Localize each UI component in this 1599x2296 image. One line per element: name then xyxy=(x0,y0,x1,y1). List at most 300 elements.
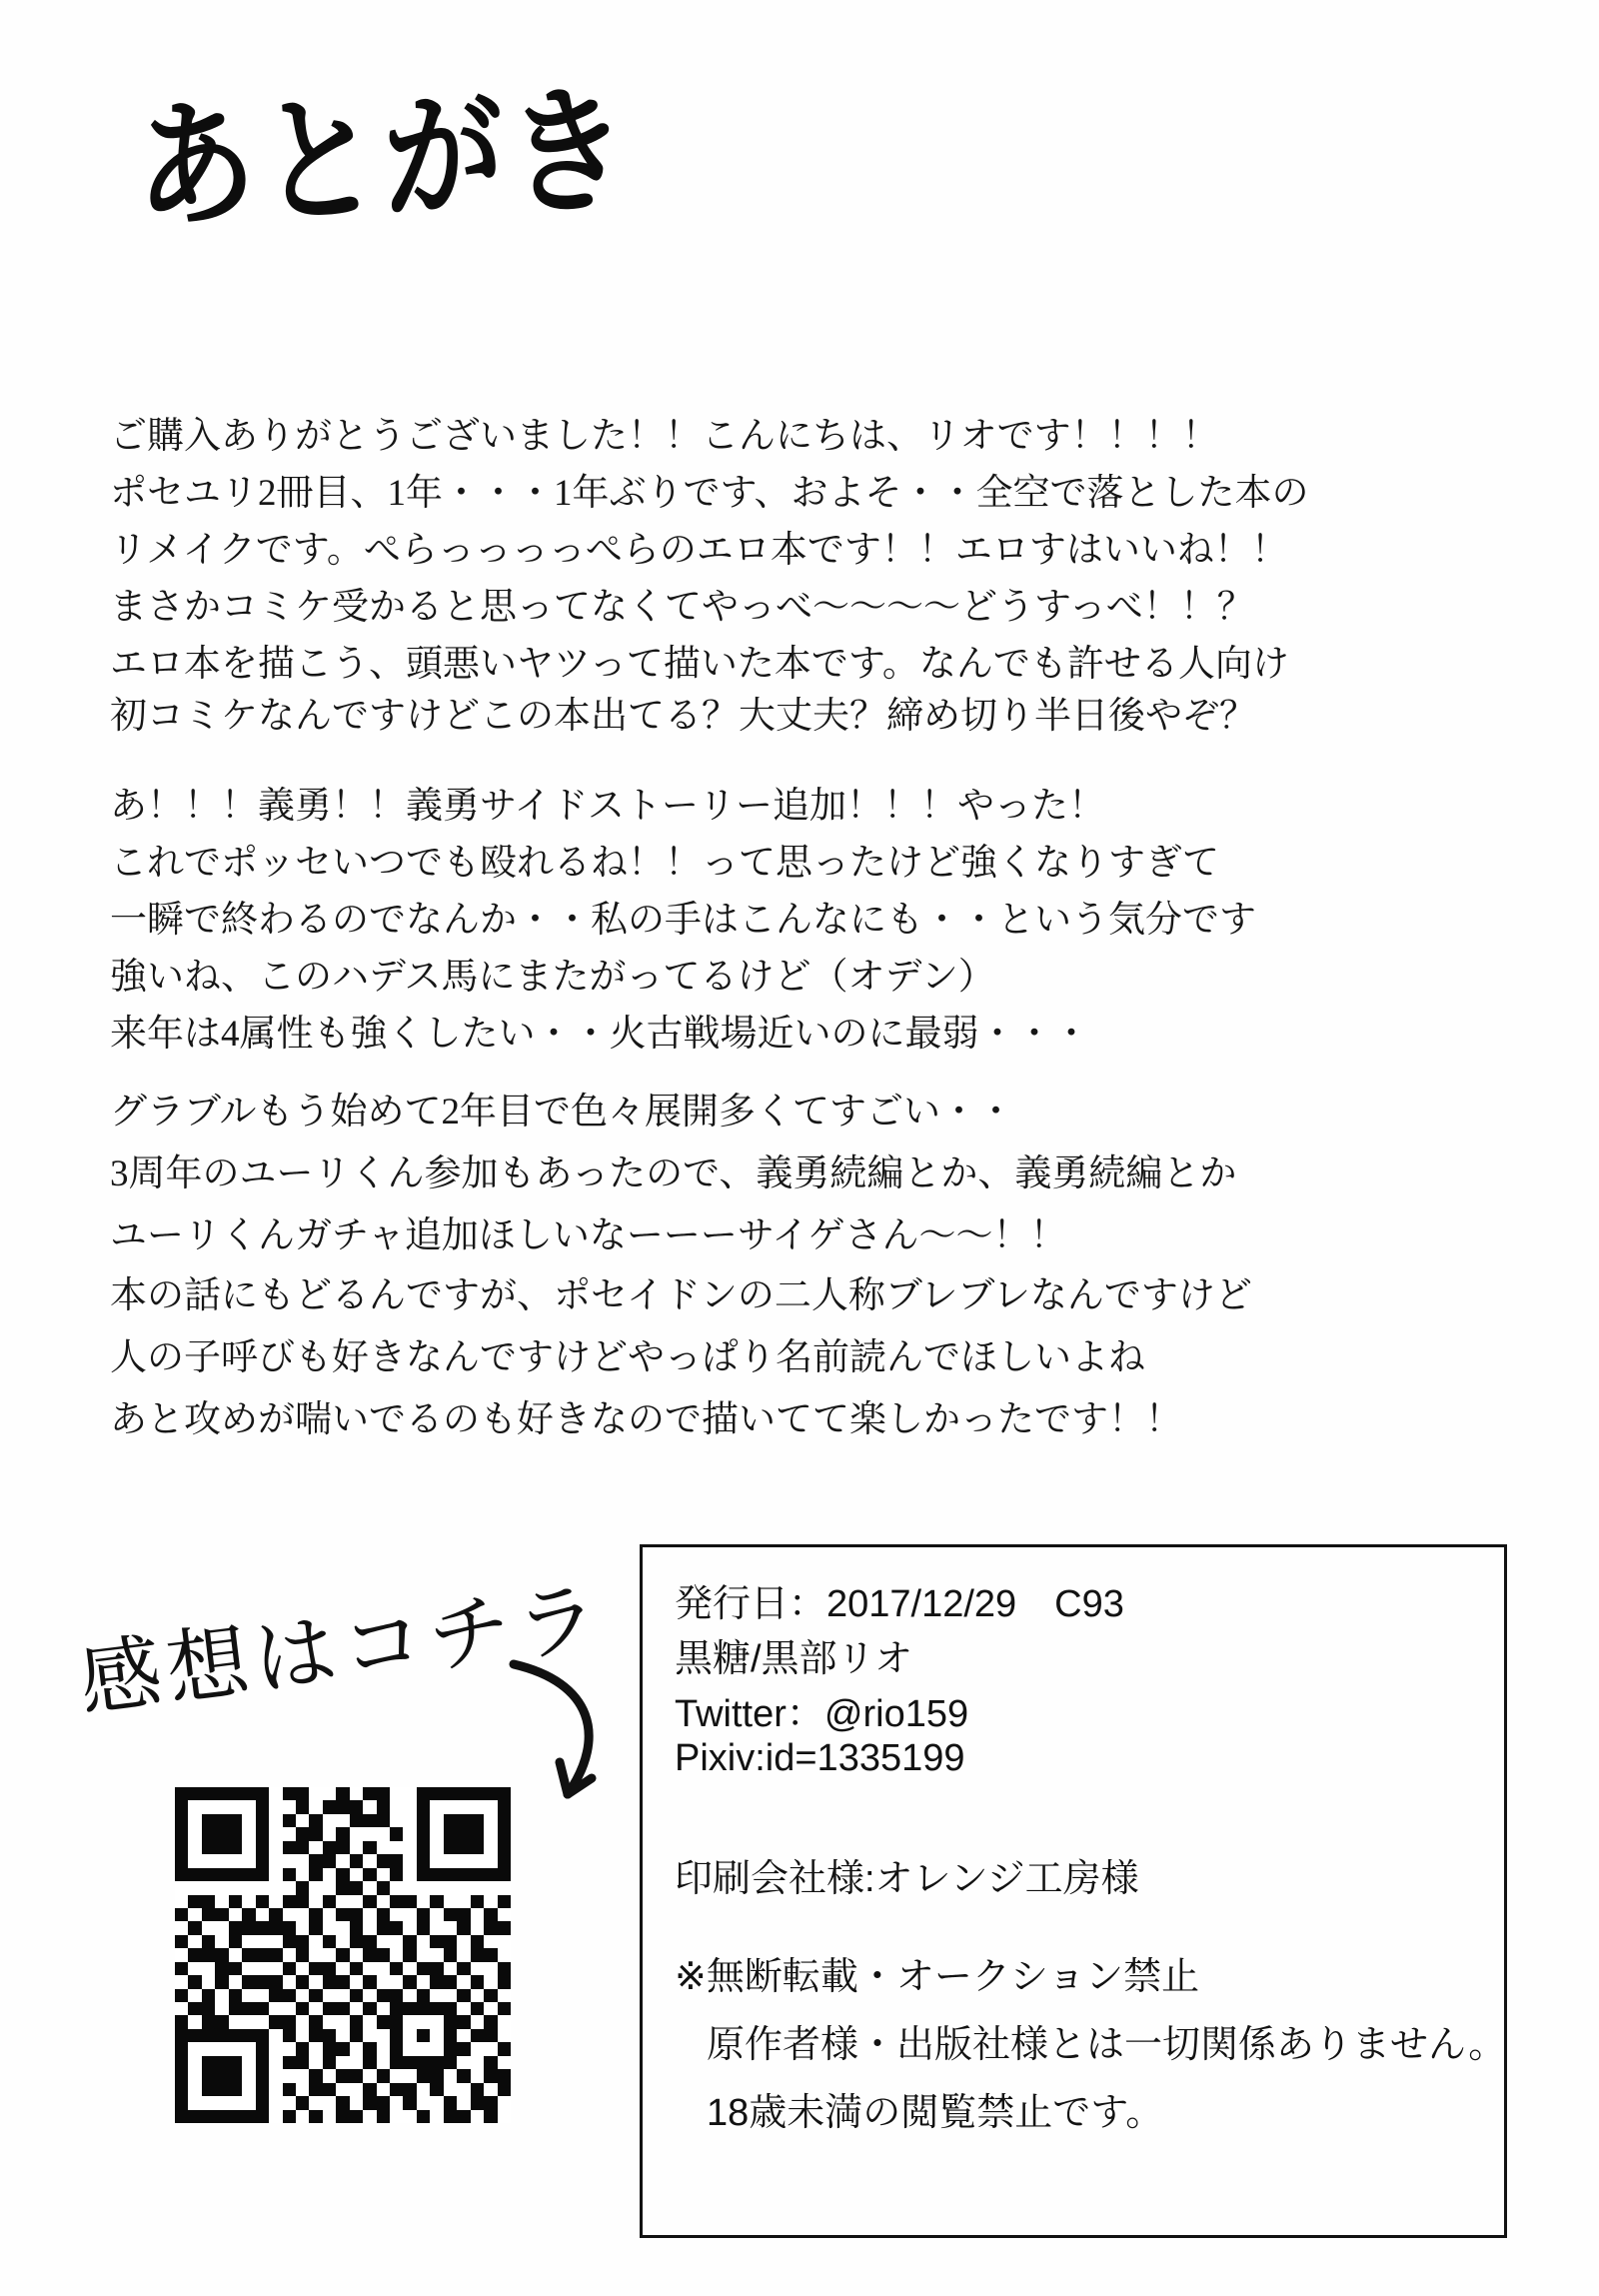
qr-module xyxy=(484,1881,497,1894)
afterword-line: 本の話にもどるんですが、ポセイドンの二人称ブレブレなんですけど xyxy=(110,1275,1252,1316)
qr-module xyxy=(363,1948,376,1961)
arrow-down-left-icon xyxy=(492,1654,622,1819)
qr-module xyxy=(283,2056,296,2069)
qr-module xyxy=(229,1962,242,1975)
qr-module xyxy=(457,1962,470,1975)
qr-module xyxy=(350,1975,363,1988)
qr-module xyxy=(242,1935,255,1948)
qr-module xyxy=(350,2096,363,2109)
qr-module xyxy=(498,2110,511,2123)
qr-module xyxy=(498,1921,511,1934)
qr-module xyxy=(390,1935,403,1948)
qr-module xyxy=(242,2015,255,2028)
qr-module xyxy=(336,1881,349,1894)
qr-module xyxy=(215,1989,228,2002)
qr-module xyxy=(430,1827,443,1840)
qr-module xyxy=(336,2056,349,2069)
qr-module xyxy=(363,1908,376,1921)
qr-module xyxy=(484,2056,497,2069)
qr-module xyxy=(457,1854,470,1867)
qr-module xyxy=(390,1881,403,1894)
qr-module xyxy=(309,1800,322,1813)
afterword-line: 一瞬で終わるのでなんか・・私の手はこんなにも・・という気分です xyxy=(110,900,1256,941)
qr-module xyxy=(175,1800,188,1813)
qr-module xyxy=(444,1814,457,1827)
qr-module xyxy=(242,2056,255,2069)
qr-module xyxy=(336,1868,349,1881)
qr-module xyxy=(457,1841,470,1854)
qr-module xyxy=(471,1935,484,1948)
qr-module xyxy=(283,1854,296,1867)
qr-module xyxy=(242,1868,255,1881)
qr-module xyxy=(296,1881,309,1894)
qr-module xyxy=(296,2029,309,2042)
qr-module xyxy=(269,1854,282,1867)
qr-module xyxy=(498,1989,511,2002)
qr-module xyxy=(444,2042,457,2055)
qr-module xyxy=(350,1962,363,1975)
qr-module xyxy=(498,2029,511,2042)
qr-module xyxy=(323,2083,336,2096)
qr-module xyxy=(336,2042,349,2055)
qr-module xyxy=(269,1935,282,1948)
qr-module xyxy=(471,1827,484,1840)
qr-module xyxy=(269,2029,282,2042)
qr-module xyxy=(403,2096,416,2109)
qr-module xyxy=(498,1975,511,1988)
qr-module xyxy=(269,1800,282,1813)
qr-module xyxy=(403,1975,416,1988)
qr-module xyxy=(457,2042,470,2055)
qr-module xyxy=(229,1908,242,1921)
qr-module xyxy=(175,1975,188,1988)
qr-module xyxy=(390,1908,403,1921)
qr-module xyxy=(444,2083,457,2096)
qr-module xyxy=(188,1908,201,1921)
qr-module xyxy=(309,2002,322,2015)
qr-module xyxy=(444,1975,457,1988)
qr-module xyxy=(256,2002,269,2015)
qr-module xyxy=(296,2002,309,2015)
qr-module xyxy=(471,1962,484,1975)
qr-module xyxy=(390,1800,403,1813)
qr-module xyxy=(283,2069,296,2082)
qr-module xyxy=(309,1841,322,1854)
qr-module xyxy=(363,1800,376,1813)
qr-module xyxy=(444,1800,457,1813)
qr-module xyxy=(403,2083,416,2096)
qr-module xyxy=(202,1895,215,1908)
qr-module xyxy=(403,1908,416,1921)
qr-module xyxy=(377,1935,390,1948)
qr-module xyxy=(242,1854,255,1867)
qr-module xyxy=(296,2056,309,2069)
qr-module xyxy=(430,2029,443,2042)
notice-line-3: 18歳未満の閲覧禁止です。 xyxy=(707,2092,1164,2134)
qr-module xyxy=(498,1962,511,1975)
qr-module xyxy=(417,2110,430,2123)
qr-module xyxy=(323,2096,336,2109)
afterword-paragraph-4 xyxy=(110,1082,1236,1267)
qr-module xyxy=(484,2042,497,2055)
qr-module xyxy=(256,1827,269,1840)
qr-module xyxy=(175,1868,188,1881)
qr-module xyxy=(417,2015,430,2028)
qr-module xyxy=(484,1921,497,1934)
qr-module xyxy=(202,2083,215,2096)
qr-module xyxy=(430,1935,443,1948)
qr-module xyxy=(390,1868,403,1881)
qr-module xyxy=(484,1814,497,1827)
qr-module xyxy=(202,2069,215,2082)
qr-module xyxy=(215,2002,228,2015)
qr-module xyxy=(229,1800,242,1813)
qr-module xyxy=(269,2110,282,2123)
qr-module xyxy=(444,1948,457,1961)
qr-module xyxy=(417,1975,430,1988)
qr-module xyxy=(229,2083,242,2096)
qr-module xyxy=(350,1787,363,1800)
page-title: あとがき xyxy=(133,71,635,249)
qr-module xyxy=(471,1975,484,1988)
qr-module xyxy=(457,2069,470,2082)
qr-module xyxy=(417,2069,430,2082)
qr-module xyxy=(484,1935,497,1948)
qr-module xyxy=(390,1989,403,2002)
qr-module xyxy=(202,1841,215,1854)
qr-module xyxy=(377,1921,390,1934)
qr-module xyxy=(417,2083,430,2096)
qr-module xyxy=(215,1827,228,1840)
qr-module xyxy=(309,1854,322,1867)
qr-module xyxy=(444,1854,457,1867)
qr-module xyxy=(471,2042,484,2055)
qr-module xyxy=(417,1800,430,1813)
qr-module xyxy=(363,1895,376,1908)
feedback-note: 感想はコチラ xyxy=(74,1570,610,1730)
qr-module xyxy=(283,1800,296,1813)
qr-module xyxy=(350,1989,363,2002)
qr-module xyxy=(309,2110,322,2123)
pixiv-line: Pixiv:id=1335199 xyxy=(675,1737,965,1779)
qr-module xyxy=(309,2015,322,2028)
qr-module xyxy=(256,1962,269,1975)
qr-module xyxy=(229,2002,242,2015)
qr-module xyxy=(457,1868,470,1881)
qr-module xyxy=(242,1975,255,1988)
qr-module xyxy=(498,2069,511,2082)
qr-module xyxy=(390,2056,403,2069)
afterword-line: 人の子呼びも好きなんですけどやっぱり名前読んでほしいよね xyxy=(110,1337,1145,1378)
qr-module xyxy=(377,1787,390,1800)
qr-module xyxy=(215,2029,228,2042)
qr-module xyxy=(484,1827,497,1840)
qr-module xyxy=(309,1962,322,1975)
qr-module xyxy=(175,1814,188,1827)
qr-module xyxy=(430,2110,443,2123)
qr-module xyxy=(283,2096,296,2109)
qr-module xyxy=(471,1908,484,1921)
qr-module xyxy=(309,2083,322,2096)
qr-module xyxy=(444,1921,457,1934)
qr-module xyxy=(350,1868,363,1881)
qr-module xyxy=(363,2042,376,2055)
qr-module xyxy=(457,1881,470,1894)
afterword-line: 来年は4属性も強くしたい・・火古戦場近いのに最弱・・・ xyxy=(110,1014,1090,1055)
qr-module xyxy=(350,2083,363,2096)
qr-module xyxy=(323,1841,336,1854)
qr-module xyxy=(202,2110,215,2123)
qr-module xyxy=(283,2083,296,2096)
qr-module xyxy=(498,1800,511,1813)
qr-module xyxy=(175,2069,188,2082)
qr-module xyxy=(283,1948,296,1961)
qr-module xyxy=(323,1962,336,1975)
qr-module xyxy=(430,1881,443,1894)
qr-module xyxy=(188,1854,201,1867)
qr-module xyxy=(175,1895,188,1908)
qr-module xyxy=(242,1989,255,2002)
qr-module xyxy=(363,2015,376,2028)
qr-module xyxy=(188,2083,201,2096)
qr-module xyxy=(498,1868,511,1881)
qr-module xyxy=(403,2015,416,2028)
qr-module xyxy=(403,2002,416,2015)
qr-module xyxy=(444,2096,457,2109)
qr-module xyxy=(215,1881,228,1894)
qr-module xyxy=(498,2002,511,2015)
qr-module xyxy=(350,1948,363,1961)
qr-module xyxy=(484,1962,497,1975)
qr-module xyxy=(242,1948,255,1961)
qr-module xyxy=(323,1989,336,2002)
qr-module xyxy=(336,1814,349,1827)
qr-module xyxy=(350,1814,363,1827)
qr-module xyxy=(377,1854,390,1867)
qr-module xyxy=(471,2083,484,2096)
afterword-paragraph-5 xyxy=(110,1265,1252,1451)
qr-module xyxy=(256,2096,269,2109)
qr-module xyxy=(336,1841,349,1854)
qr-module xyxy=(188,2042,201,2055)
qr-module xyxy=(457,1989,470,2002)
qr-module xyxy=(256,1814,269,1827)
qr-module xyxy=(457,2083,470,2096)
qr-module xyxy=(471,2069,484,2082)
qr-module xyxy=(229,2069,242,2082)
qr-module xyxy=(336,1962,349,1975)
qr-module xyxy=(296,2110,309,2123)
qr-module xyxy=(377,1989,390,2002)
qr-module xyxy=(269,2042,282,2055)
afterword-line: グラブルもう始めて2年目で色々展開多くてすごい・・ xyxy=(110,1092,1015,1133)
qr-module xyxy=(202,1948,215,1961)
qr-module xyxy=(430,1921,443,1934)
qr-module xyxy=(242,1881,255,1894)
qr-module xyxy=(444,1989,457,2002)
qr-module xyxy=(377,1962,390,1975)
qr-module xyxy=(229,1921,242,1934)
qr-module xyxy=(403,2029,416,2042)
qr-module xyxy=(457,2002,470,2015)
qr-module xyxy=(417,2056,430,2069)
qr-module xyxy=(323,2056,336,2069)
qr-module xyxy=(363,1814,376,1827)
qr-module xyxy=(484,1989,497,2002)
qr-module xyxy=(323,2029,336,2042)
qr-module xyxy=(336,1895,349,1908)
qr-module xyxy=(484,1800,497,1813)
qr-module xyxy=(430,1841,443,1854)
qr-module xyxy=(430,1975,443,1988)
qr-module xyxy=(484,2110,497,2123)
qr-module xyxy=(175,2042,188,2055)
qr-module xyxy=(269,1989,282,2002)
qr-module xyxy=(256,2015,269,2028)
qr-module xyxy=(390,1854,403,1867)
qr-module xyxy=(256,2110,269,2123)
qr-module xyxy=(229,1868,242,1881)
qr-module xyxy=(498,2056,511,2069)
qr-module xyxy=(363,1935,376,1948)
qr-module xyxy=(215,1962,228,1975)
qr-module xyxy=(498,1895,511,1908)
qr-module xyxy=(444,1841,457,1854)
qr-module xyxy=(336,1921,349,1934)
qr-module xyxy=(336,2069,349,2082)
qr-module xyxy=(202,1881,215,1894)
qr-module xyxy=(175,2096,188,2109)
qr-module xyxy=(444,1908,457,1921)
qr-module xyxy=(471,1895,484,1908)
qr-module xyxy=(350,2002,363,2015)
qr-module xyxy=(202,2042,215,2055)
qr-module xyxy=(430,1854,443,1867)
qr-module xyxy=(377,1800,390,1813)
qr-module xyxy=(484,2096,497,2109)
qr-module xyxy=(498,1787,511,1800)
qr-module xyxy=(188,1800,201,1813)
qr-module xyxy=(377,2110,390,2123)
qr-module xyxy=(175,1962,188,1975)
qr-module xyxy=(377,1908,390,1921)
qr-module xyxy=(457,2029,470,2042)
qr-module xyxy=(242,1895,255,1908)
qr-module xyxy=(188,2015,201,2028)
qr-module xyxy=(484,2029,497,2042)
qr-module xyxy=(323,1948,336,1961)
qr-module xyxy=(390,2042,403,2055)
qr-module xyxy=(188,1787,201,1800)
qr-module xyxy=(498,1948,511,1961)
qr-module xyxy=(350,1827,363,1840)
qr-module xyxy=(296,1841,309,1854)
qr-module xyxy=(242,2083,255,2096)
qr-module xyxy=(215,1868,228,1881)
qr-module xyxy=(336,2110,349,2123)
qr-module xyxy=(296,1868,309,1881)
qr-module xyxy=(457,1800,470,1813)
qr-module xyxy=(444,1895,457,1908)
qr-module xyxy=(336,1975,349,1988)
qr-module xyxy=(296,1908,309,1921)
qr-module xyxy=(471,2110,484,2123)
qr-module xyxy=(188,2056,201,2069)
qr-module xyxy=(350,1921,363,1934)
qr-module xyxy=(350,2029,363,2042)
qr-module xyxy=(430,1989,443,2002)
qr-module xyxy=(430,2002,443,2015)
qr-module xyxy=(484,2015,497,2028)
qr-module xyxy=(444,2015,457,2028)
qr-module xyxy=(256,1908,269,1921)
qr-module xyxy=(336,1948,349,1961)
qr-module xyxy=(202,1908,215,1921)
qr-module xyxy=(175,1854,188,1867)
qr-module xyxy=(377,1841,390,1854)
qr-module xyxy=(202,2002,215,2015)
qr-module xyxy=(175,1908,188,1921)
qr-module xyxy=(175,1787,188,1800)
afterword-line: まさかコミケ受かると思ってなくてやっべ～～～～どうすっべ！！？ xyxy=(110,587,1254,628)
qr-module xyxy=(444,1868,457,1881)
qr-module xyxy=(336,2002,349,2015)
qr-module xyxy=(242,1827,255,1840)
qr-module xyxy=(336,2015,349,2028)
qr-module xyxy=(229,1895,242,1908)
qr-module xyxy=(484,1868,497,1881)
afterword-paragraph-3 xyxy=(110,778,1256,1063)
qr-module xyxy=(309,2096,322,2109)
qr-module xyxy=(309,1827,322,1840)
qr-module xyxy=(363,2110,376,2123)
qr-module xyxy=(377,2096,390,2109)
qr-module xyxy=(336,2083,349,2096)
qr-module xyxy=(336,1989,349,2002)
qr-module xyxy=(484,1895,497,1908)
qr-module xyxy=(390,2029,403,2042)
qr-module xyxy=(229,1881,242,1894)
afterword-paragraph-1 xyxy=(110,408,1309,693)
qr-module xyxy=(363,1962,376,1975)
qr-module xyxy=(444,2029,457,2042)
qr-module xyxy=(269,1948,282,1961)
qr-module xyxy=(309,1895,322,1908)
qr-module xyxy=(471,2015,484,2028)
qr-module xyxy=(498,2096,511,2109)
notice-line-1: ※無断転載・オークション禁止 xyxy=(675,1956,1200,1998)
afterword-line: ポセユリ2冊目、1年・・・1年ぶりです、およそ・・全空で落とした本の xyxy=(110,473,1309,514)
qr-module xyxy=(296,2083,309,2096)
qr-module xyxy=(256,2056,269,2069)
qr-module xyxy=(417,1921,430,1934)
qr-module xyxy=(417,1962,430,1975)
qr-module xyxy=(175,2029,188,2042)
qr-module xyxy=(242,1800,255,1813)
qr-module xyxy=(484,2083,497,2096)
qr-module xyxy=(498,1908,511,1921)
qr-module xyxy=(175,1948,188,1961)
qr-module xyxy=(363,2083,376,2096)
qr-module xyxy=(484,1854,497,1867)
qr-module xyxy=(229,2056,242,2069)
qr-module xyxy=(444,1881,457,1894)
qr-module xyxy=(498,2015,511,2028)
qr-module xyxy=(269,2056,282,2069)
qr-module xyxy=(323,1868,336,1881)
qr-module xyxy=(403,1921,416,1934)
qr-module xyxy=(323,1854,336,1867)
